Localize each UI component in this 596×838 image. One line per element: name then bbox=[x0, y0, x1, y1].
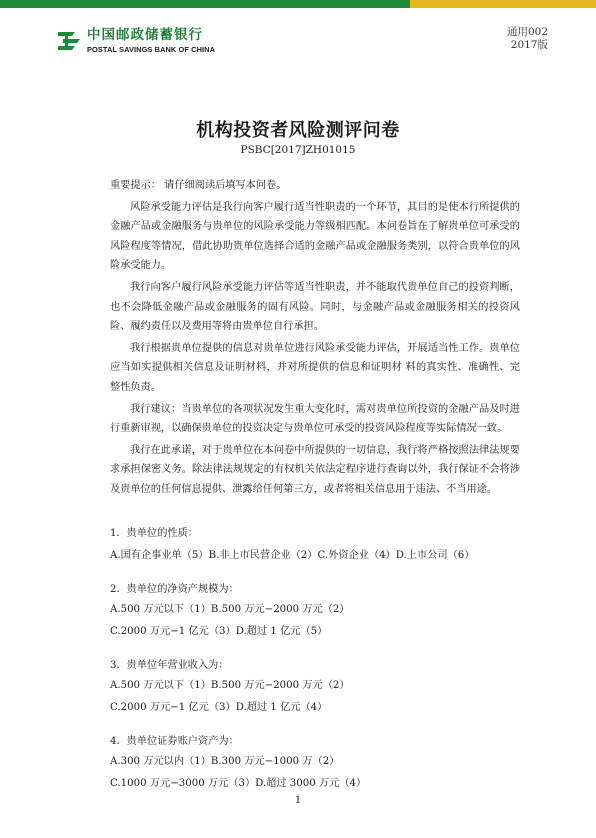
document-code: PSBC[2017]ZH01015 bbox=[240, 144, 356, 156]
psbc-logo-icon bbox=[56, 28, 82, 54]
question-1: 1．贵单位的性质： bbox=[110, 528, 198, 539]
top-bar-green bbox=[0, 0, 410, 8]
paragraph-2: 我行向客户履行风险承受能力评估等适当性职责，并不能取代贵单位自己的投资判断，也不会降低金融产品或金融服务的固有风险。同时，与金融产品或金融服务相关的投资风险、履约责任以及费用等将由贵单位自行承担。 bbox=[110, 281, 520, 333]
top-bar-yellow bbox=[410, 0, 596, 8]
page-number: 1 bbox=[294, 795, 302, 806]
question-4: 4．贵单位证券账户资产为： bbox=[110, 736, 239, 747]
question-1-options: A.国有企事业单（5）B.非上市民营企业（2）C.外资企业（4）D.上市公司（6） bbox=[110, 550, 475, 561]
paragraph-1: 风险承受能力评估是我行向客户履行适当性职责的一个环节，其目的是使本行所提供的金融产品或金融服务与贵单位的风险承受能力等级相匹配。本问卷旨在了解贵单位可承受的风险程度等情况，借此协助贵单位选择合适的金融产品或金融服务类别，以符合贵单位的风险承受能力。 bbox=[110, 201, 520, 272]
important-notice: 重要提示： 请仔细阅读后填写本问卷。 bbox=[110, 180, 287, 191]
bank-logo bbox=[56, 28, 215, 54]
document-title: 机构投资者风险测评问卷 bbox=[196, 120, 400, 141]
question-3: 3．贵单位年营业收入为： bbox=[110, 660, 229, 671]
top-color-bar bbox=[0, 0, 596, 8]
question-3-options-a-b: A.500 万元以下（1）B.500 万元−2000 万元（2） bbox=[110, 680, 350, 691]
question-4-options-a-b: A.300 万元以内（1）B.300 万元−1000 万（2） bbox=[110, 756, 340, 767]
paragraph-5: 我行在此承诺，对于贵单位在本问卷中所提供的一切信息，我行将严格按照法律法规要求承担保密义务。除法律法规规定的有权机关依法定程序进行查询以外，我行保证不会将涉及贵单位的任何信息提供、泄露给任何第三方，或者将相关信息用于违法、不当用途。 bbox=[110, 444, 520, 495]
version-code: 通用002 bbox=[506, 26, 548, 38]
logo-english-name: POSTAL SAVINGS BANK OF CHINA bbox=[87, 45, 216, 54]
question-4-options-c-d: C.1000 万元−3000 万元（3）D.超过 3000 万元（4） bbox=[110, 778, 367, 789]
logo-chinese-name: 中国邮政储蓄银行 bbox=[87, 27, 203, 43]
question-2-options-c-d: C.2000 万元−1 亿元（3）D.超过 1 亿元（5） bbox=[110, 626, 328, 637]
paragraph-4: 我行建议：当贵单位的各项状况发生重大变化时，需对贵单位所投资的金融产品及时进行重新审视，以确保贵单位的投资决定与贵单位可承受的投资风险程度等实际情况一致。 bbox=[110, 403, 520, 435]
version-year: 2017版 bbox=[510, 39, 548, 51]
question-2-options-a-b: A.500 万元以下（1）B.500 万元−2000 万元（2） bbox=[110, 604, 350, 615]
paragraph-3: 我行根据贵单位提供的信息对贵单位进行风险承受能力评估，开展适当性工作。贵单位应当如实提供相关信息及证明材料，并对所提供的信息和证明材 料的真实性、准确性、完整性负责。 bbox=[110, 342, 520, 393]
version-info bbox=[507, 26, 548, 52]
question-3-options-c-d: C.2000 万元−1 亿元（3）D.超过 1 亿元（4） bbox=[110, 702, 328, 713]
document-body bbox=[110, 176, 520, 502]
question-2: 2．贵单位的净资产规模为： bbox=[110, 584, 239, 595]
